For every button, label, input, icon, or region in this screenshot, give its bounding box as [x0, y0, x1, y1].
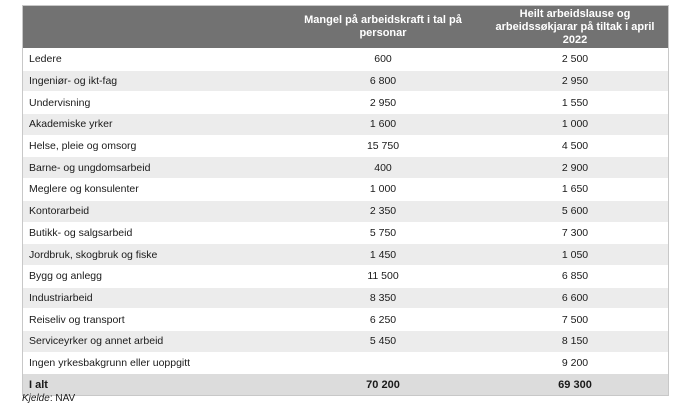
- table-total-row: [23, 374, 668, 395]
- cell-shortage: 1 000: [284, 179, 482, 201]
- header-occupation: [23, 6, 284, 49]
- labour-shortage-table: [23, 6, 668, 395]
- cell-occupation: Bygg og anlegg: [23, 265, 284, 287]
- table-row: [23, 352, 668, 374]
- cell-occupation: Akademiske yrker: [23, 114, 284, 136]
- cell-occupation: Jordbruk, skogbruk og fiske: [23, 244, 284, 266]
- table-row: [23, 244, 668, 266]
- table-header-row: [23, 6, 668, 49]
- cell-unemployed: 2 900: [482, 157, 668, 179]
- table-row: [23, 135, 668, 157]
- table-row: [23, 70, 668, 92]
- cell-occupation: Ingeniør- og ikt-fag: [23, 70, 284, 92]
- total-label: I alt: [23, 374, 284, 395]
- cell-occupation: Industriarbeid: [23, 287, 284, 309]
- cell-shortage: 1 600: [284, 114, 482, 136]
- source-label: Kjelde: [22, 393, 50, 404]
- cell-occupation: Reiseliv og transport: [23, 309, 284, 331]
- cell-unemployed: 1 050: [482, 244, 668, 266]
- table-row: [23, 114, 668, 136]
- table-row: [23, 287, 668, 309]
- cell-unemployed: 2 950: [482, 70, 668, 92]
- source-separator: :: [49, 393, 56, 404]
- cell-occupation: Helse, pleie og omsorg: [23, 135, 284, 157]
- cell-occupation: Butikk- og salgsarbeid: [23, 222, 284, 244]
- cell-unemployed: 4 500: [482, 135, 668, 157]
- table-row: [23, 222, 668, 244]
- table-row: [23, 92, 668, 114]
- total-unemployed: 69 300: [482, 374, 668, 395]
- cell-unemployed: 5 600: [482, 200, 668, 222]
- source-note: [22, 393, 75, 404]
- table-row: [23, 265, 668, 287]
- cell-shortage: 400: [284, 157, 482, 179]
- cell-shortage: 600: [284, 49, 482, 71]
- cell-shortage: 2 350: [284, 200, 482, 222]
- table-row: [23, 330, 668, 352]
- cell-unemployed: 1 000: [482, 114, 668, 136]
- cell-unemployed: 6 850: [482, 265, 668, 287]
- cell-shortage: 5 450: [284, 330, 482, 352]
- source-value: NAV: [55, 393, 76, 404]
- header-shortage: Mangel på arbeidskraft i tal på personar: [284, 6, 482, 49]
- cell-occupation: Barne- og ungdomsarbeid: [23, 157, 284, 179]
- data-table-container: [22, 5, 669, 396]
- cell-shortage: [284, 352, 482, 374]
- table-body: [23, 49, 668, 396]
- cell-shortage: 6 250: [284, 309, 482, 331]
- cell-shortage: 8 350: [284, 287, 482, 309]
- cell-occupation: Meglere og konsulenter: [23, 179, 284, 201]
- cell-unemployed: 9 200: [482, 352, 668, 374]
- cell-unemployed: 2 500: [482, 49, 668, 71]
- cell-shortage: 6 800: [284, 70, 482, 92]
- cell-shortage: 1 450: [284, 244, 482, 266]
- cell-unemployed: 1 650: [482, 179, 668, 201]
- cell-occupation: Undervisning: [23, 92, 284, 114]
- cell-unemployed: 6 600: [482, 287, 668, 309]
- cell-unemployed: 7 300: [482, 222, 668, 244]
- cell-shortage: 2 950: [284, 92, 482, 114]
- header-unemployed: Heilt arbeidslause og arbeidssøkjarar på tiltak i april 2022: [482, 6, 668, 49]
- total-shortage: 70 200: [284, 374, 482, 395]
- cell-unemployed: 1 550: [482, 92, 668, 114]
- cell-occupation: Kontorarbeid: [23, 200, 284, 222]
- cell-occupation: Serviceyrker og annet arbeid: [23, 330, 284, 352]
- cell-shortage: 5 750: [284, 222, 482, 244]
- table-row: [23, 309, 668, 331]
- table-row: [23, 200, 668, 222]
- table-row: [23, 157, 668, 179]
- cell-occupation: Ledere: [23, 49, 284, 71]
- table-row: [23, 49, 668, 71]
- cell-occupation: Ingen yrkesbakgrunn eller uoppgitt: [23, 352, 284, 374]
- cell-unemployed: 7 500: [482, 309, 668, 331]
- table-row: [23, 179, 668, 201]
- cell-unemployed: 8 150: [482, 330, 668, 352]
- cell-shortage: 11 500: [284, 265, 482, 287]
- cell-shortage: 15 750: [284, 135, 482, 157]
